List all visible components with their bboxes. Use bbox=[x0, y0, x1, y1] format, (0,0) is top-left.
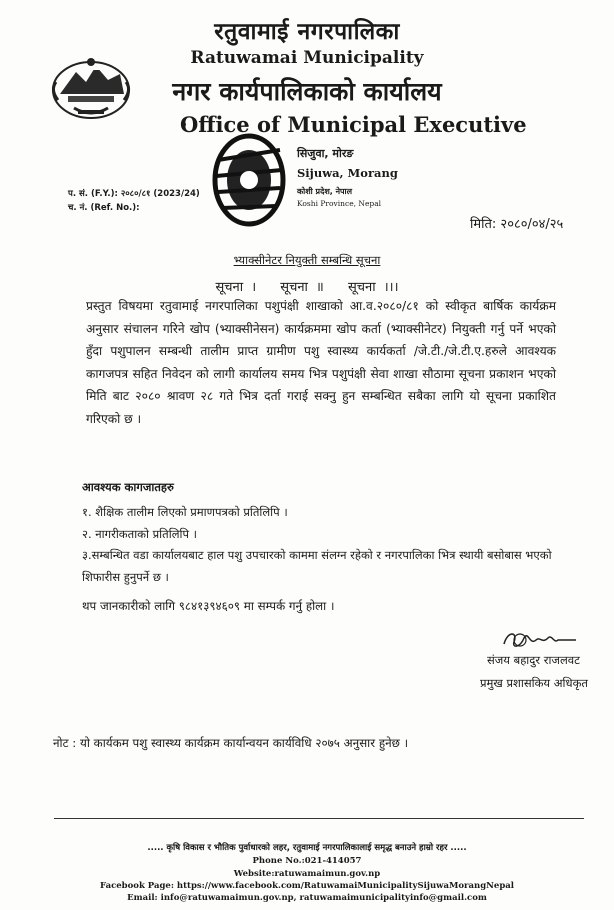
address-en: Sijuwa, Morang bbox=[297, 166, 398, 180]
documents-title: आवश्यक कागजातहरु bbox=[82, 480, 174, 494]
notice-body: प्रस्तुत विषयमा रतुवामाई नगरपालिका पशुपंक्षी शाखाको आ.व.२०८०/८१ को स्वीकृत बार्षिक कार्यक्रम अनुसार संचालन गरिने खोप (भ्याक्सीनेसन) कार्यक्रममा खोप कर्ता (भ्याक्सीनेटर) नियुक्ती गर्नु पर्ने भएको हुँदा पशुपालन सम्बन्धी तालीम प्राप्त ग्रामीण पशु स्वास्थ्य कार्यकर्ता /जे.टी./जे.टी.ए.हरुले आवश्यक कागजपत्र सहित निवेदन को लागी कार्यालय समय भित्र पशुपंक्षी सेवा शाखा सौठामा सूचना प्रकाशन भएको मिति बाट २०८० श्रावण २८ गते भित्र दर्ता गराई सक्नु हुन सम्बन्धित सबैका लागि यो सूचना प्रकाशित गरिएको छ । bbox=[86, 299, 556, 426]
documents-list bbox=[82, 502, 562, 588]
municipality-name-en: Ratuwamai Municipality bbox=[190, 48, 424, 68]
signature-scribble bbox=[500, 628, 580, 652]
municipality-name-np: रतुवामाई नगरपालिका bbox=[214, 19, 400, 45]
notice-headings bbox=[0, 277, 614, 295]
office-stamp-icon bbox=[210, 130, 288, 230]
notice-heading-3: सूचना ।।। bbox=[347, 280, 399, 295]
province-en: Koshi Province, Nepal bbox=[297, 199, 382, 208]
footer-website: Website:ratuwamaimun.gov.np bbox=[233, 869, 381, 879]
notice-heading-1: सूचना । bbox=[215, 280, 257, 295]
footer-facebook: Facebook Page: https://www.facebook.com/RatuwamaiMunicipalitySijuwaMorangNepal bbox=[100, 881, 514, 891]
notice-heading-2: सूचना ॥ bbox=[280, 280, 324, 295]
address-np: सिजुवा, मोरङ bbox=[297, 147, 354, 160]
office-name-np: नगर कार्यपालिकाको कार्यालय bbox=[172, 77, 442, 106]
footer-slogan: ..... कृषि विकास र भौतिक पुर्वाधारको लहर, रतुवामाई नगरपालिकालाई समृद्ध बनाउने हाम्रो रहर ..... bbox=[147, 843, 467, 853]
reference-block bbox=[68, 187, 200, 215]
footer-divider bbox=[54, 818, 584, 819]
signatory-name: संजय बहादुर राजलवट bbox=[487, 653, 580, 667]
list-item: १. शैक्षिक तालीम लिएको प्रमाणपत्रको प्रतिलिपि । bbox=[82, 505, 288, 519]
list-item: ३.सम्बन्धित वडा कार्यालयबाट हाल पशु उपचारको काममा संलग्न रहेको र नगरपालिका भित्र स्थायी बसोबास भएको शिफारीस हुनुपर्ने छ । bbox=[82, 548, 552, 584]
letter-number: प. सं. (F.Y.): २०८०/८१ (2023/24) bbox=[68, 189, 200, 199]
footer-email: Email: info@ratuwamaimun.gov.np, ratuwamaimunicipalityinfo@gmail.com bbox=[127, 893, 487, 903]
reference-number: च. नं. (Ref. No.): bbox=[68, 203, 140, 213]
notice-subject: भ्याक्सीनेटर नियुक्ती सम्बन्धि सूचना bbox=[233, 253, 381, 267]
contact-info: थप जानकारीको लागि ९८४१३९४६०९ मा सम्पर्क गर्नु होला । bbox=[82, 599, 335, 613]
office-name-en: Office of Municipal Executive bbox=[180, 112, 527, 137]
notice-date: मिति: २०८०/०४/२५ bbox=[470, 217, 564, 232]
list-item: २. नागरीकताको प्रतिलिपि । bbox=[82, 526, 198, 541]
footer-phone: Phone No.:021-414057 bbox=[252, 856, 362, 866]
province-np: कोशी प्रदेश, नेपाल bbox=[297, 187, 353, 196]
footnote: नोट : यो कार्यकम पशु स्वास्थ्य कार्यक्रम कार्यान्वयन कार्यविधि २०७५ अनुसार हुनेछ । bbox=[53, 736, 409, 750]
signatory-title: प्रमुख प्रशासकिय अधिकृत bbox=[480, 676, 588, 690]
